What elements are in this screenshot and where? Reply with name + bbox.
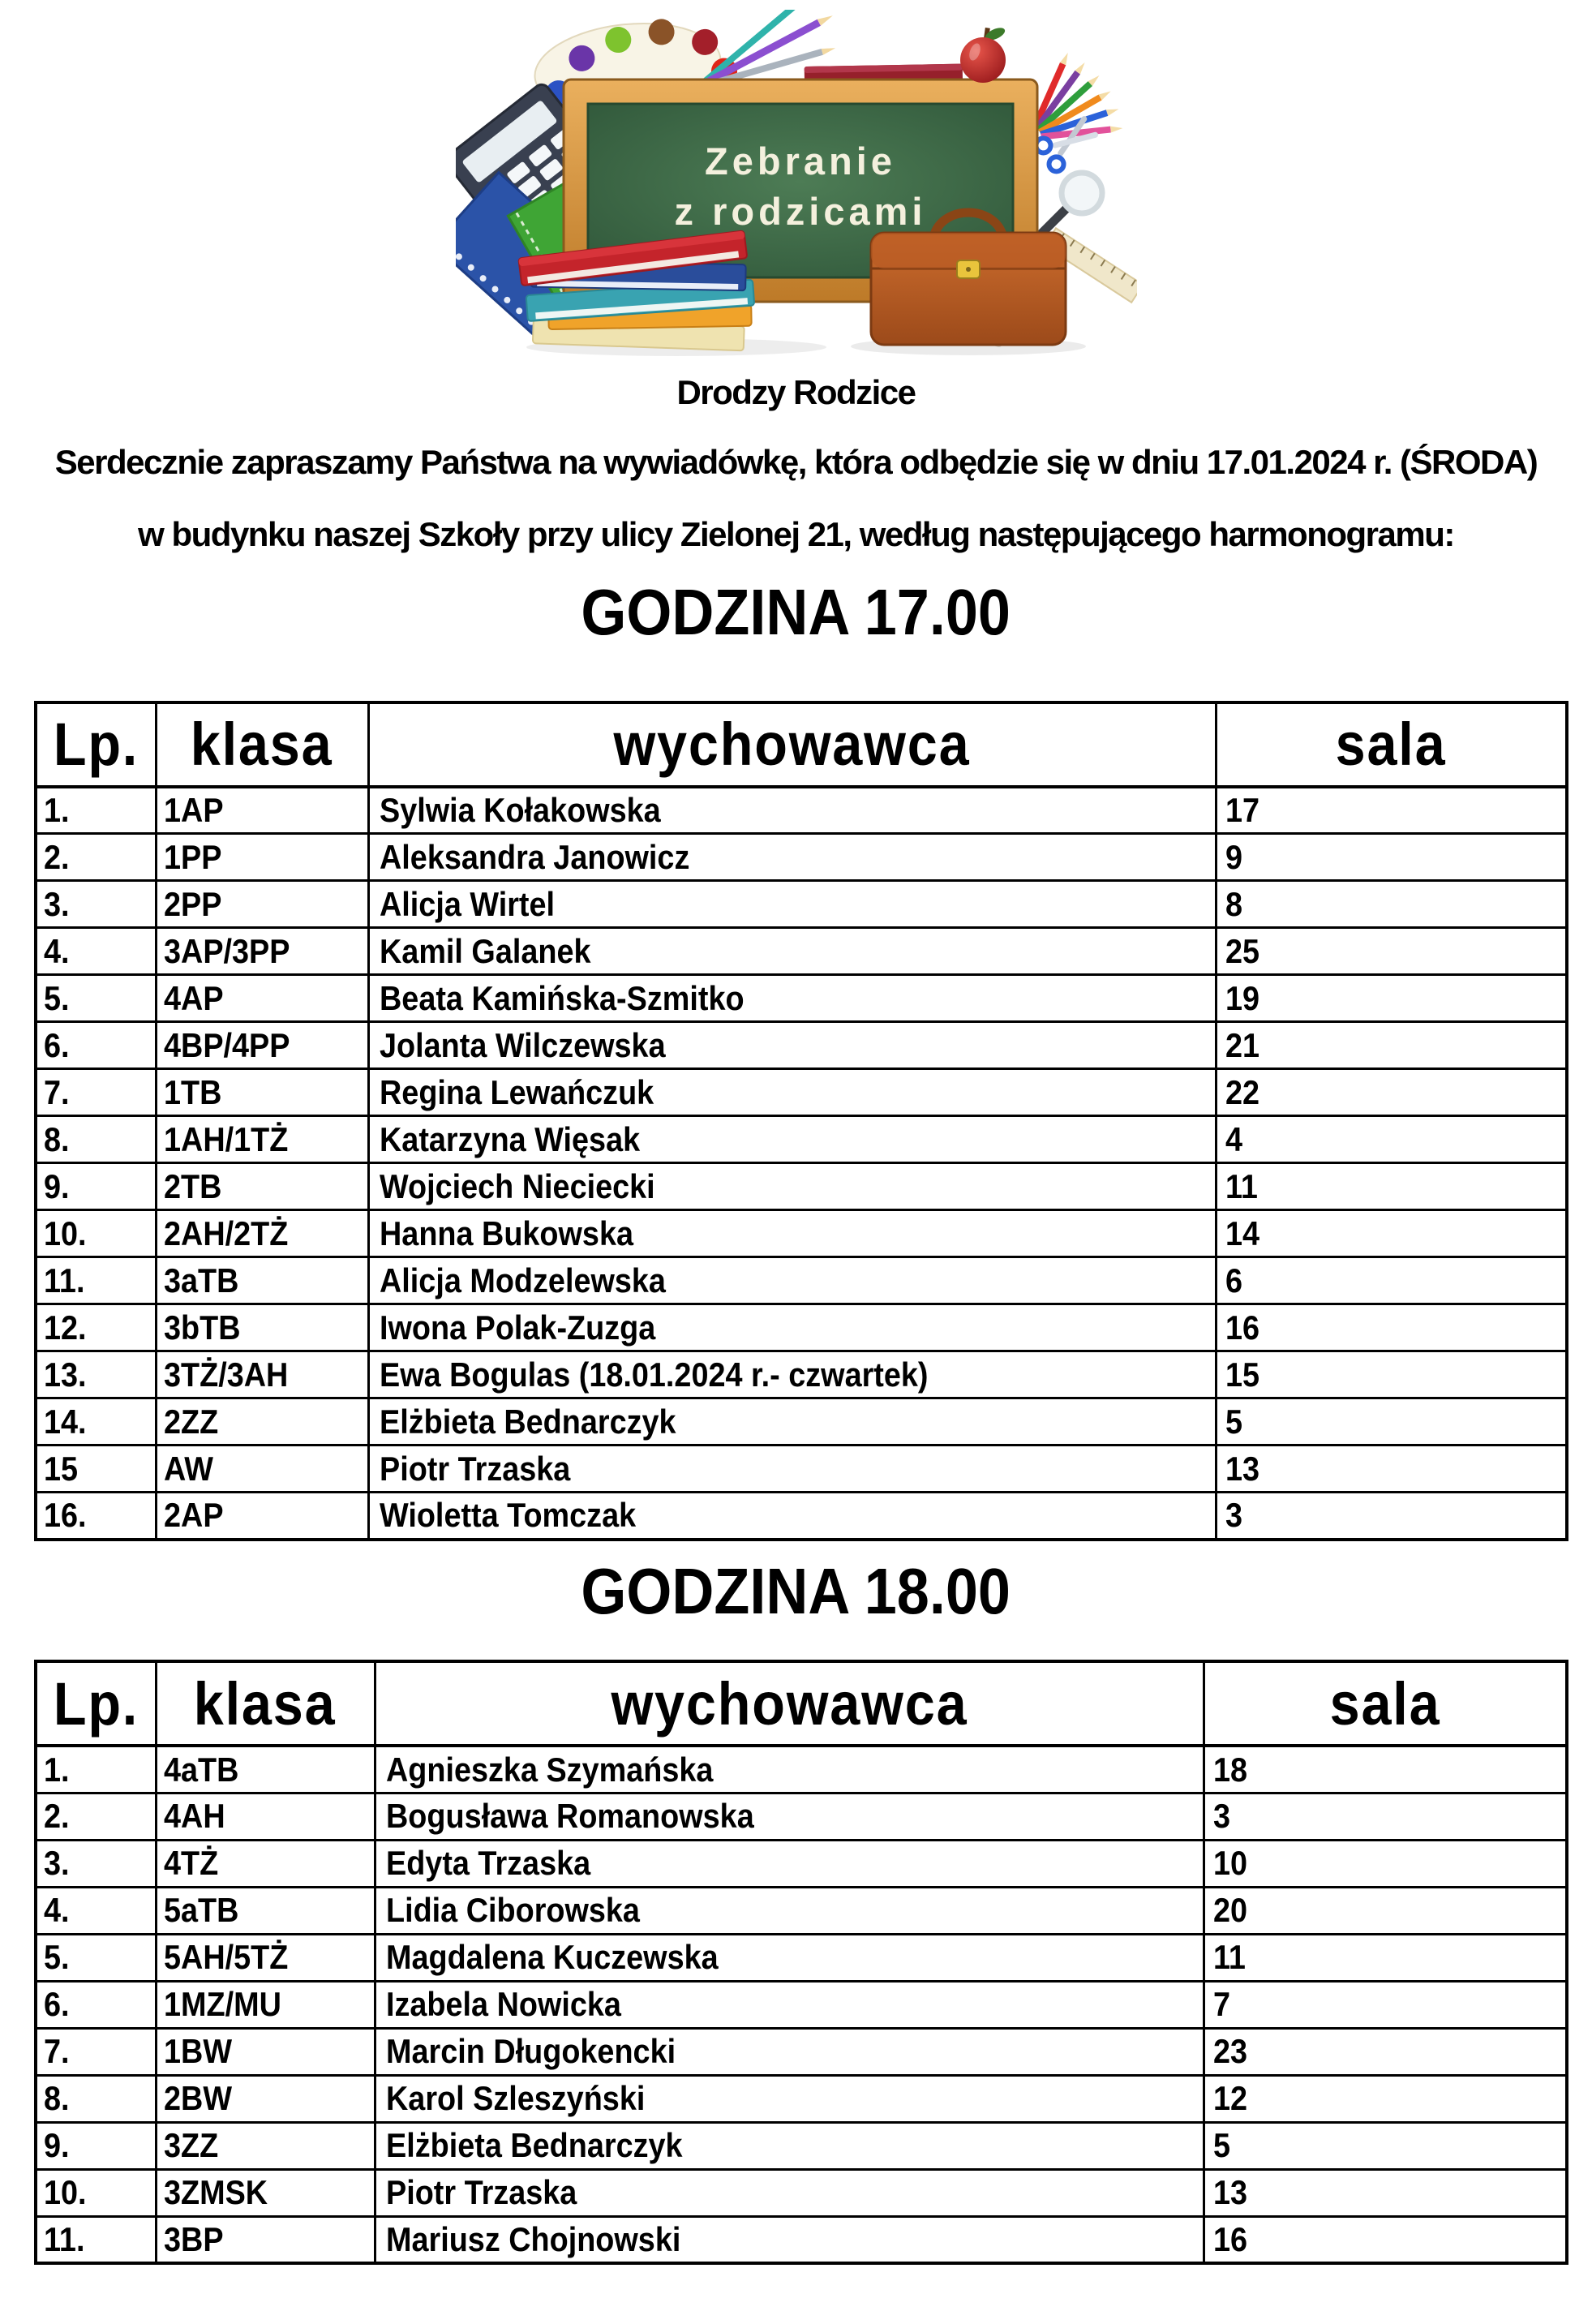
sala-cell-text: 16 [1225,1308,1259,1347]
klasa-cell [156,1793,375,1840]
lp-cell-text: 4. [44,1891,70,1930]
sala-cell [1204,1793,1567,1840]
lp-cell-text: 5. [44,1938,70,1977]
wychowawca-cell-text: Alicja Modzelewska [379,1261,666,1299]
sala-cell [1216,1446,1567,1493]
wychowawca-cell-text: Kamil Galanek [379,931,591,970]
wychowawca-cell [368,1257,1216,1304]
wychowawca-cell [375,1840,1204,1887]
klasa-cell-text: 3bTB [163,1308,240,1347]
table-18-body [36,1746,1567,2263]
lp-cell [36,1163,156,1210]
lp-cell [36,1210,156,1257]
klasa-cell-text: 1BW [163,2032,232,2071]
column-header-text: Lp. [53,1669,139,1738]
lp-cell [36,1022,156,1069]
column-header-text: sala [1335,711,1447,779]
sala-cell [1216,1398,1567,1446]
klasa-cell [156,2122,375,2169]
sala-cell-text: 20 [1212,1891,1247,1930]
wychowawca-cell [375,1746,1204,1793]
table-row [36,2028,1567,2075]
klasa-cell-text: 3aTB [163,1261,238,1299]
magnifier-icon [1040,173,1102,235]
wychowawca-cell [368,1493,1216,1540]
sala-cell-text: 8 [1225,884,1242,923]
wychowawca-cell [375,2075,1204,2122]
sala-cell-text: 5 [1212,2126,1230,2165]
klasa-cell [156,2169,375,2216]
wychowawca-cell [368,1398,1216,1446]
sala-cell-text: 9 [1225,837,1242,876]
column-header-lp [36,1661,156,1746]
lp-cell-text: 14. [44,1402,87,1441]
klasa-cell-text: 4AH [163,1797,225,1836]
lp-cell [36,1257,156,1304]
sala-cell [1216,1493,1567,1540]
table-row [36,2075,1567,2122]
lp-cell-text: 2. [44,1797,70,1836]
sala-cell [1204,1887,1567,1934]
location-line: w budynku naszej Szkoły przy ulicy Zielonej 21, według następującego harmonogramu: [138,514,1454,553]
klasa-cell [156,1398,368,1446]
lp-cell [36,1793,156,1840]
klasa-cell-text: 5AH/5TŻ [163,1938,288,1977]
sala-cell-text: 25 [1225,931,1259,970]
wychowawca-cell [368,1210,1216,1257]
sala-cell-text: 3 [1212,1797,1230,1836]
klasa-cell-text: 1TB [163,1072,221,1111]
section-heading-18-text: GODZINA 18.00 [581,1554,1011,1627]
lp-cell [36,1493,156,1540]
sala-cell [1216,928,1567,975]
lp-cell [36,787,156,834]
wychowawca-cell-text: Mariusz Chojnowski [385,2220,680,2259]
table-row [36,834,1567,881]
table-row [36,1210,1567,1257]
greeting-heading: Drodzy Rodzice [676,373,916,411]
wychowawca-cell [368,834,1216,881]
sala-cell [1216,1351,1567,1398]
sala-cell-text: 16 [1212,2220,1247,2259]
wychowawca-cell-text: Karol Szleszyński [385,2079,645,2118]
klasa-cell-text: 4TŻ [163,1844,218,1883]
klasa-cell [156,1304,368,1351]
sala-cell [1216,1163,1567,1210]
table-row [36,1746,1567,1793]
wychowawca-cell [375,1981,1204,2028]
sala-cell [1216,1116,1567,1163]
table-row [36,1446,1567,1493]
column-header-wychowawca [375,1661,1204,1746]
lp-cell [36,1934,156,1981]
klasa-cell [156,881,368,928]
klasa-cell-text: 2BW [163,2079,232,2118]
wychowawca-cell [368,1351,1216,1398]
table-row [36,1887,1567,1934]
table-row [36,2169,1567,2216]
sala-cell-text: 23 [1212,2032,1247,2071]
wychowawca-cell-text: Piotr Trzaska [379,1449,570,1488]
klasa-cell-text: 4AP [163,978,224,1017]
wychowawca-cell [375,1793,1204,1840]
klasa-cell-text: 1PP [163,837,221,876]
board-title-line1: Zebranie [704,140,896,183]
klasa-cell [156,2075,375,2122]
lp-cell [36,1351,156,1398]
header-row [36,1661,1567,1746]
wychowawca-cell [368,1069,1216,1116]
klasa-cell-text: 4aTB [163,1750,238,1789]
klasa-cell [156,2028,375,2075]
column-header-klasa [156,702,368,787]
table-row [36,1351,1567,1398]
table-row [36,1257,1567,1304]
klasa-cell [156,787,368,834]
wychowawca-cell-text: Iwona Polak-Zuzga [379,1308,655,1347]
klasa-cell-text: 3AP/3PP [163,931,290,970]
klasa-cell [156,1887,375,1934]
table-row [36,1934,1567,1981]
wychowawca-cell-text: Alicja Wirtel [379,884,555,923]
sala-cell [1216,975,1567,1022]
sala-cell [1204,2216,1567,2263]
klasa-cell [156,1257,368,1304]
sala-cell-text: 5 [1225,1402,1242,1441]
column-header-lp [36,702,156,787]
lp-cell-text: 2. [44,837,70,876]
clipart-svg [456,10,1137,359]
sala-cell [1216,1210,1567,1257]
table-row [36,2122,1567,2169]
klasa-cell [156,1934,375,1981]
document-page [0,10,1592,2324]
lp-cell-text: 15 [44,1449,79,1488]
column-header-text: Lp. [53,711,139,779]
klasa-cell-text: 2ZZ [163,1402,218,1441]
lp-cell-text: 16. [44,1496,87,1535]
wychowawca-cell [375,2028,1204,2075]
wychowawca-cell-text: Katarzyna Więsak [379,1119,640,1158]
klasa-cell-text: 2TB [163,1166,221,1205]
klasa-cell [156,2216,375,2263]
lp-cell-text: 12. [44,1308,87,1347]
klasa-cell-text: 2AH/2TŻ [163,1214,288,1252]
lp-cell-text: 6. [44,1985,70,2024]
sala-cell-text: 13 [1212,2173,1247,2212]
parent-meeting-clipart [456,10,1137,359]
wychowawca-cell-text: Piotr Trzaska [385,2173,577,2212]
sala-cell [1216,881,1567,928]
lp-cell [36,2122,156,2169]
wychowawca-cell-text: Magdalena Kuczewska [385,1938,719,1977]
lp-cell-text: 10. [44,1214,87,1252]
wychowawca-cell-text: Jolanta Wilczewska [379,1025,666,1064]
table-row [36,928,1567,975]
wychowawca-cell-text: Edyta Trzaska [385,1844,590,1883]
sala-cell [1204,1934,1567,1981]
column-header-text: klasa [191,711,333,779]
lp-cell [36,2169,156,2216]
table-17-header [36,702,1567,787]
lp-cell-text: 6. [44,1025,70,1064]
wychowawca-cell-text: Regina Lewańczuk [379,1072,654,1111]
klasa-cell [156,1069,368,1116]
schedule-table-18 [34,1660,1568,2265]
apple-icon [960,25,1006,83]
table-row [36,1069,1567,1116]
table-row [36,1163,1567,1210]
wychowawca-cell-text: Ewa Bogulas (18.01.2024 r.- czwartek) [379,1355,929,1394]
klasa-cell-text: 3BP [163,2220,224,2259]
sala-cell [1216,834,1567,881]
sala-cell [1216,1022,1567,1069]
wychowawca-cell [368,1446,1216,1493]
klasa-cell-text: 4BP/4PP [163,1025,290,1064]
klasa-cell [156,1493,368,1540]
lp-cell-text: 9. [44,1166,70,1205]
lp-cell-text: 7. [44,2032,70,2071]
wychowawca-cell-text: Agnieszka Szymańska [385,1750,713,1789]
lp-cell-text: 5. [44,978,70,1017]
wychowawca-cell [368,787,1216,834]
wychowawca-cell-text: Elżbieta Bednarczyk [385,2126,683,2165]
sala-cell-text: 13 [1225,1449,1259,1488]
wychowawca-cell [368,1163,1216,1210]
lp-cell-text: 11. [44,1261,85,1299]
klasa-cell [156,1022,368,1069]
lp-cell-text: 3. [44,1844,70,1883]
sala-cell-text: 17 [1225,790,1259,829]
sala-cell [1204,2075,1567,2122]
section-heading-17 [0,575,1592,648]
sala-cell-text: 15 [1225,1355,1259,1394]
column-header-text: klasa [194,1669,337,1738]
klasa-cell [156,928,368,975]
table-18-header [36,1661,1567,1746]
lp-cell-text: 8. [44,2079,70,2118]
wychowawca-cell-text: Sylwia Kołakowska [379,790,661,829]
column-header-text: wychowawca [613,711,971,779]
column-header-sala [1216,702,1567,787]
lp-cell [36,928,156,975]
sala-cell-text: 14 [1225,1214,1259,1252]
klasa-cell [156,1981,375,2028]
lp-cell-text: 11. [44,2220,85,2259]
lp-cell-text: 8. [44,1119,70,1158]
sala-cell [1204,2169,1567,2216]
klasa-cell-text: 1AP [163,790,224,829]
sala-cell [1204,1746,1567,1793]
wychowawca-cell-text: Lidia Ciborowska [385,1891,640,1930]
table-row [36,1793,1567,1840]
lp-cell [36,1746,156,1793]
klasa-cell [156,1163,368,1210]
column-header-text: sala [1329,1669,1441,1738]
lp-cell-text: 10. [44,2173,87,2212]
sala-cell-text: 11 [1225,1166,1258,1205]
wychowawca-cell-text: Marcin Długokencki [385,2032,676,2071]
column-header-sala [1204,1661,1567,1746]
klasa-cell-text: 2PP [163,884,221,923]
wychowawca-cell [375,2216,1204,2263]
sala-cell [1216,1257,1567,1304]
table-row [36,881,1567,928]
lp-cell-text: 4. [44,931,70,970]
lp-cell [36,975,156,1022]
section-heading-17-text: GODZINA 17.00 [581,575,1011,648]
table-row [36,2216,1567,2263]
lp-cell-text: 3. [44,884,70,923]
klasa-cell-text: AW [163,1449,213,1488]
wychowawca-cell [375,2169,1204,2216]
klasa-cell [156,1746,375,1793]
lp-cell-text: 13. [44,1355,87,1394]
klasa-cell [156,1351,368,1398]
wychowawca-cell-text: Wioletta Tomczak [379,1496,636,1535]
sala-cell-text: 4 [1225,1119,1242,1158]
sala-cell [1216,787,1567,834]
klasa-cell-text: 1MZ/MU [163,1985,281,2024]
sala-cell-text: 10 [1212,1844,1247,1883]
wychowawca-cell-text: Bogusława Romanowska [385,1797,754,1836]
lp-cell [36,1398,156,1446]
sala-cell [1204,1981,1567,2028]
wychowawca-cell [375,2122,1204,2169]
sala-cell [1204,1840,1567,1887]
lp-cell [36,2075,156,2122]
wychowawca-cell [368,975,1216,1022]
lp-cell [36,1069,156,1116]
sala-cell-text: 11 [1212,1938,1246,1977]
table-row [36,1493,1567,1540]
lp-cell [36,1840,156,1887]
table-row [36,1398,1567,1446]
sala-cell [1216,1069,1567,1116]
lp-cell [36,1887,156,1934]
lp-cell [36,1116,156,1163]
sala-cell [1216,1304,1567,1351]
table-17-body [36,787,1567,1540]
wychowawca-cell [375,1887,1204,1934]
column-header-klasa [156,1661,375,1746]
klasa-cell [156,1210,368,1257]
sala-cell-text: 6 [1225,1261,1242,1299]
klasa-cell [156,1840,375,1887]
klasa-cell [156,975,368,1022]
wychowawca-cell-text: Beata Kamińska-Szmitko [379,978,745,1017]
wychowawca-cell [368,1304,1216,1351]
wychowawca-cell-text: Aleksandra Janowicz [379,837,689,876]
sala-cell-text: 12 [1212,2079,1247,2118]
sala-cell-text: 3 [1225,1496,1242,1535]
klasa-cell-text: 1AH/1TŻ [163,1119,288,1158]
table-row [36,1840,1567,1887]
wychowawca-cell [368,881,1216,928]
klasa-cell-text: 2AP [163,1496,224,1535]
table-row [36,1116,1567,1163]
table-row [36,787,1567,834]
lp-cell-text: 7. [44,1072,70,1111]
klasa-cell [156,1446,368,1493]
lp-cell [36,1981,156,2028]
board-title-line2: z rodzicami [674,190,926,233]
column-header-text: wychowawca [611,1669,968,1738]
briefcase-icon [851,213,1086,355]
lp-cell [36,834,156,881]
lp-cell [36,1446,156,1493]
table-row [36,975,1567,1022]
invitation-line: Serdecznie zapraszamy Państwa na wywiadówkę, która odbędzie się w dniu 17.01.2024 r. (ŚRODA) [54,443,1538,482]
wychowawca-cell [368,1022,1216,1069]
sala-cell [1204,2028,1567,2075]
klasa-cell-text: 3TŻ/3AH [163,1355,288,1394]
lp-cell-text: 9. [44,2126,70,2165]
wychowawca-cell [368,928,1216,975]
klasa-cell-text: 3ZZ [163,2126,218,2165]
sala-cell [1204,2122,1567,2169]
lp-cell [36,881,156,928]
sala-cell-text: 7 [1212,1985,1230,2024]
klasa-cell [156,834,368,881]
wychowawca-cell [375,1934,1204,1981]
lp-cell-text: 1. [44,1750,70,1789]
lp-cell [36,1304,156,1351]
sala-cell-text: 19 [1225,978,1259,1017]
sala-cell-text: 21 [1225,1025,1259,1064]
lp-cell [36,2216,156,2263]
schedule-table-17 [34,701,1568,1541]
table-row [36,1981,1567,2028]
sala-cell-text: 22 [1225,1072,1259,1111]
klasa-cell-text: 3ZMSK [163,2173,268,2212]
lp-cell [36,2028,156,2075]
wychowawca-cell-text: Elżbieta Bednarczyk [379,1402,676,1441]
lp-cell-text: 1. [44,790,70,829]
wychowawca-cell [368,1116,1216,1163]
sala-cell-text: 18 [1212,1750,1247,1789]
wychowawca-cell-text: Hanna Bukowska [379,1214,633,1252]
wychowawca-cell-text: Izabela Nowicka [385,1985,621,2024]
column-header-wychowawca [368,702,1216,787]
table-row [36,1304,1567,1351]
klasa-cell [156,1116,368,1163]
wychowawca-cell-text: Wojciech Nieciecki [379,1166,655,1205]
klasa-cell-text: 5aTB [163,1891,238,1930]
header-row [36,702,1567,787]
table-row [36,1022,1567,1069]
section-heading-18 [0,1554,1592,1627]
